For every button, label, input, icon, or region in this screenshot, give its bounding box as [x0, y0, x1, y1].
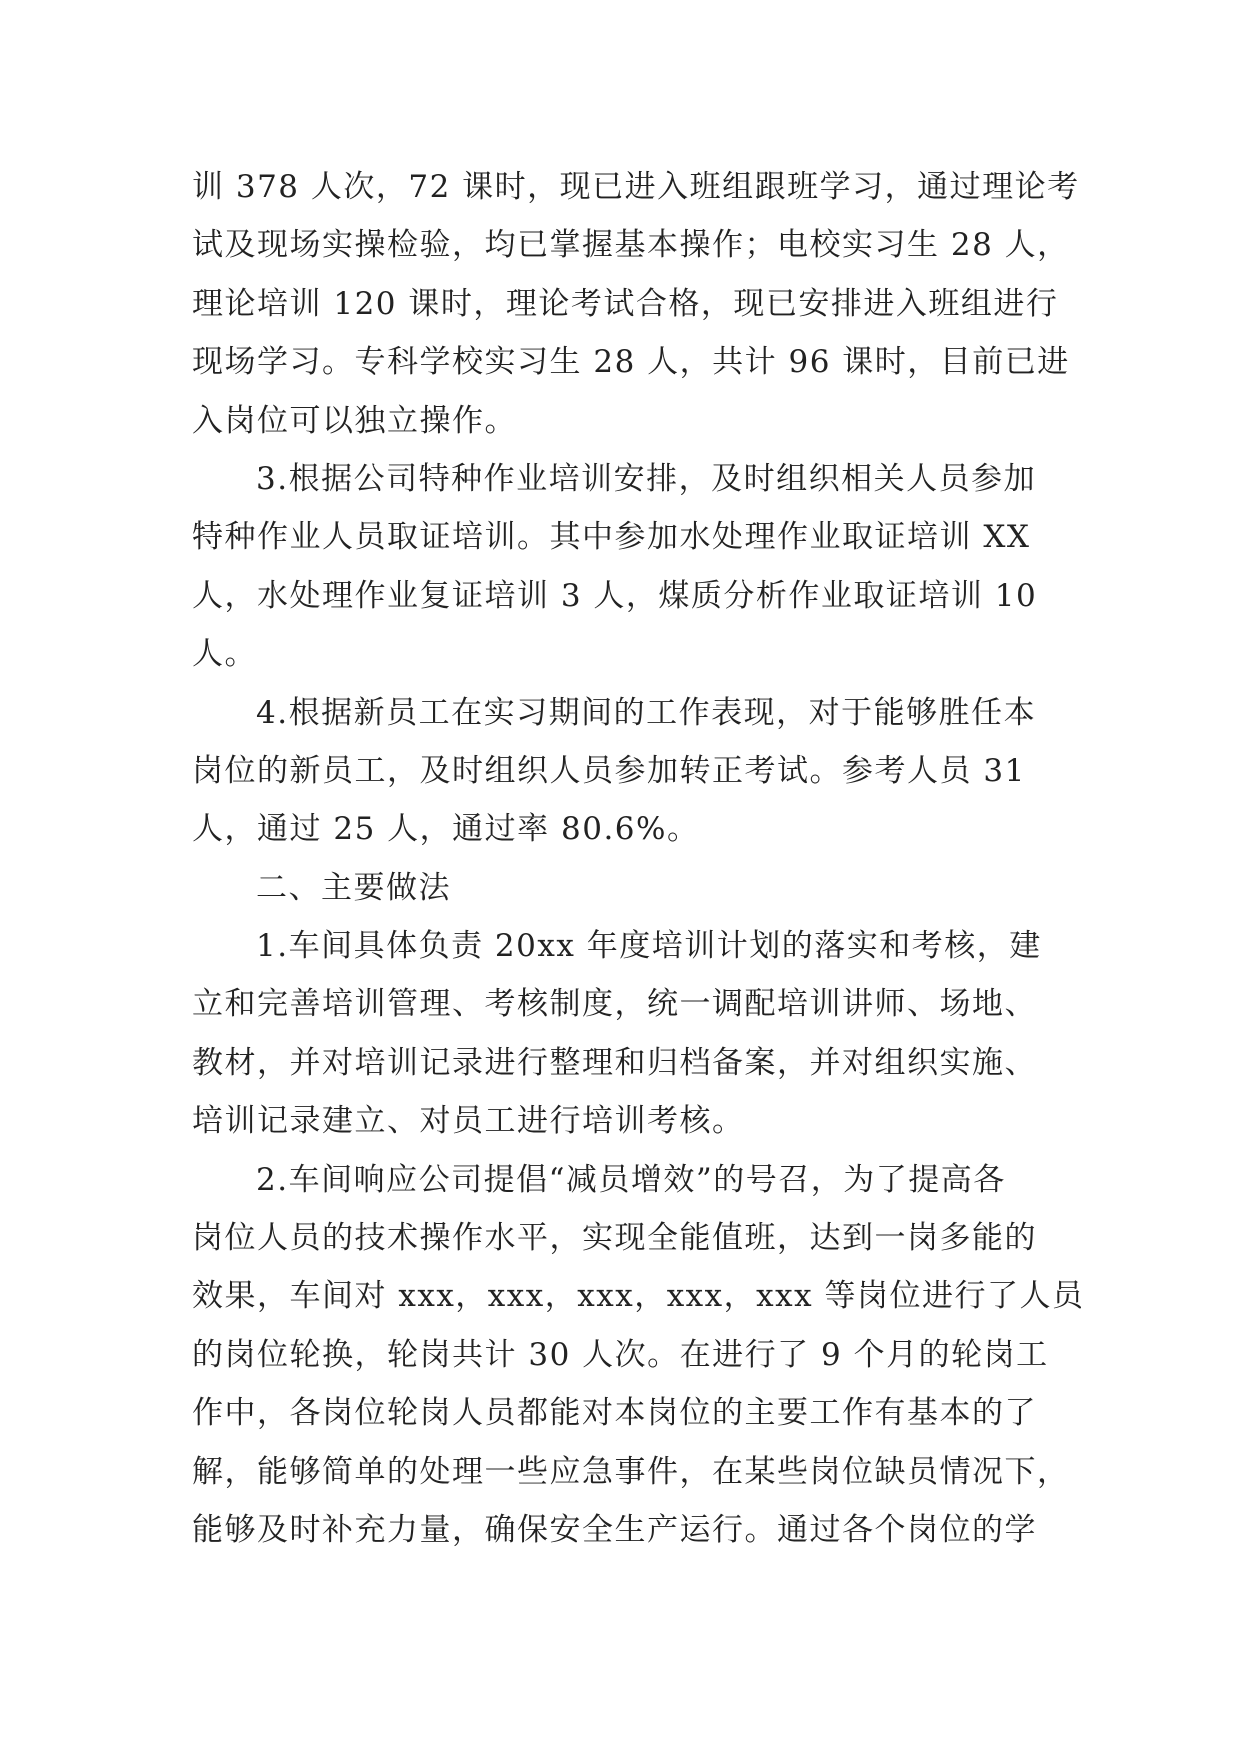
text-line: 理论培训 120 课时，理论考试合格，现已安排进入班组进行 — [192, 285, 1059, 322]
text-line: 的岗位轮换，轮岗共计 30 人次。在进行了 9 个月的轮岗工 — [192, 1336, 1049, 1373]
section-heading: 二、主要做法 — [256, 869, 451, 906]
text-line: 效果，车间对 xxx，xxx，xxx，xxx，xxx 等岗位进行了人员 — [192, 1278, 1085, 1315]
text-line: 试及现场实操检验，均已掌握基本操作；电校实习生 28 人， — [192, 227, 1070, 264]
text-line: 3.根据公司特种作业培训安排，及时组织相关人员参加 — [256, 460, 1037, 497]
text-line: 入岗位可以独立操作。 — [192, 402, 517, 439]
text-line: 1.车间具体负责 20xx 年度培训计划的落实和考核，建 — [256, 928, 1042, 965]
text-line: 解，能够简单的处理一些应急事件，在某些岗位缺员情况下， — [192, 1453, 1070, 1490]
text-line: 特种作业人员取证培训。其中参加水处理作业取证培训 XX — [192, 519, 1031, 556]
text-line: 人，水处理作业复证培训 3 人，煤质分析作业取证培训 10 — [192, 577, 1038, 614]
text-line: 作中，各岗位轮岗人员都能对本岗位的主要工作有基本的了 — [192, 1395, 1037, 1432]
text-line: 人，通过 25 人，通过率 80.6%。 — [192, 811, 700, 848]
text-line: 人。 — [192, 636, 257, 673]
text-line: 教材，并对培训记录进行整理和归档备案，并对组织实施、 — [192, 1044, 1037, 1081]
document-body — [192, 158, 1085, 1559]
text-line: 能够及时补充力量，确保安全生产运行。通过各个岗位的学 — [192, 1511, 1037, 1548]
text-line: 4.根据新员工在实习期间的工作表现，对于能够胜任本 — [256, 694, 1037, 731]
text-line: 立和完善培训管理、考核制度，统一调配培训讲师、场地、 — [192, 986, 1037, 1023]
text-line: 2.车间响应公司提倡“减员增效”的号召，为了提高各 — [256, 1161, 1006, 1198]
text-line: 岗位人员的技术操作水平，实现全能值班，达到一岗多能的 — [192, 1220, 1037, 1257]
text-line: 现场学习。专科学校实习生 28 人，共计 96 课时，目前已进 — [192, 344, 1070, 381]
text-line: 培训记录建立、对员工进行培训考核。 — [192, 1103, 745, 1140]
text-line: 岗位的新员工，及时组织人员参加转正考试。参考人员 31 — [192, 752, 1026, 789]
text-line: 训 378 人次，72 课时，现已进入班组跟班学习，通过理论考 — [192, 169, 1080, 205]
